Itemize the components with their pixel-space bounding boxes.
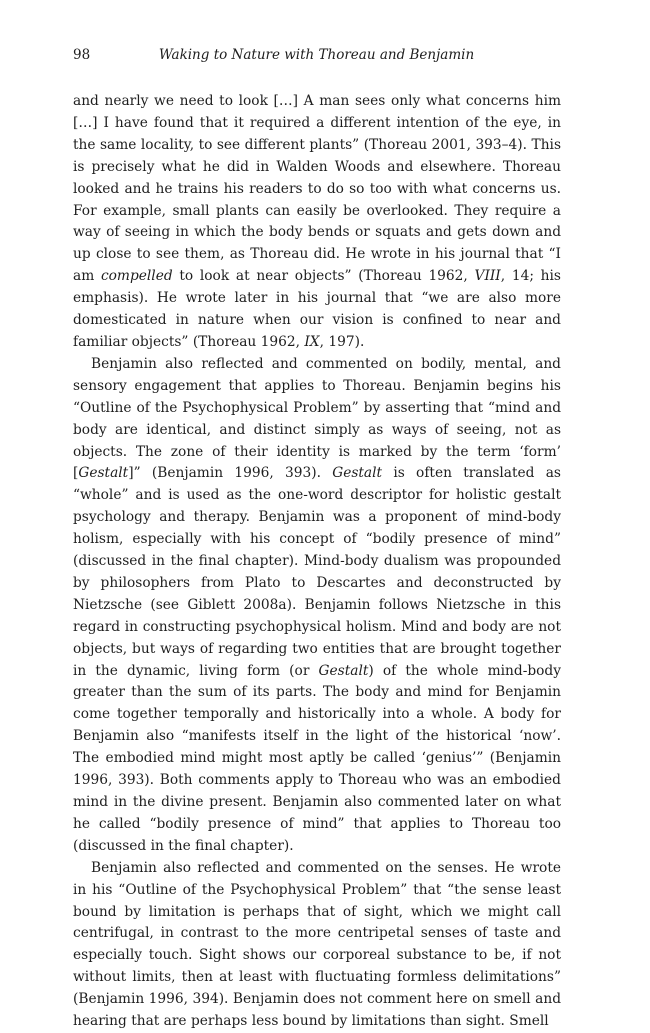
italic-segment: IX [304, 333, 320, 350]
running-title: Waking to Nature with Thoreau and Benjamin [158, 47, 475, 63]
paragraph-2 [73, 354, 561, 858]
italic-segment: compelled [100, 268, 173, 285]
italic-segment: VIII [474, 268, 501, 285]
text-segment: Benjamin also reflected and commented on bodily, mental, and sensory engagement that applies to Thoreau. Benjamin begins his “Outline of the Psychophysical Problem” by asserting that “mind and body are identical, and distinct simply as ways of seeing, not as objects. The zone of their identity is marked by the term ‘form’ [ [73, 355, 561, 482]
italic-segment: Gestalt [318, 662, 369, 679]
paragraph-1 [73, 91, 561, 354]
page-number: 98 [73, 47, 91, 63]
text-segment: is often translated as “whole” and is used as the one-word descriptor for holistic gestalt psychology and therapy. Benjamin was a proponent of mind-body holism, especially with his concept of “bodily presence of mind” (discussed in the final chapter). Mind-body dualism was propounded by philosophers from Plato to Descartes and deconstructed by Nietzsche (see Giblett 2008a). Benjamin follows Nietzsche in this regard in constructing psychophysical holism. Mind and body are not objects, but ways of regarding two entities that are brought together in the dynamic, living form (or [73, 465, 561, 679]
text-segment: ]” (Benjamin 1996, 393). [128, 465, 333, 482]
italic-segment: Gestalt [78, 465, 129, 482]
paragraph-3 [73, 858, 561, 1033]
running-head [73, 47, 560, 67]
italic-segment: Gestalt [332, 465, 383, 482]
text-segment: and nearly we need to look […] A man sees only what concerns him […] I have found that it required a different intention of the eye, in the same locality, to see different plants” (Thoreau 2001, 393–4). This is precisely what he did in Walden Woods and elsewhere. Thoreau looked and he trains his readers to do so too with what concerns us. For example, small plants can easily be overlooked. They require a way of seeing in which the body bends or squats and gets down and up close to see them, as Thoreau did. He wrote in his journal that “I am [73, 93, 561, 285]
text-segment: Benjamin also reflected and commented on the senses. He wrote in his “Outline of the Psychophysical Problem” that “the sense least bound by limitation is perhaps that of sight, which we might call centrifugal, in contrast to the more centripetal senses of taste and especially touch. Sight shows our corporeal substance to be, if not without limits, then at least with fluctuating formless delimitations” (Benjamin 1996, 394). Benjamin does not comment here on smell and hearing that are perhaps less bound by limitations than sight. Smell [73, 859, 561, 1030]
text-segment: to look at near objects” (Thoreau 1962, [172, 268, 475, 285]
body-text [73, 91, 561, 1033]
text-segment: , 14; his emphasis). He wrote later in his journal that “we are also more domesticated in nature when our vision is confined to near and familiar objects” (Thoreau 1962, [73, 268, 561, 350]
text-segment: ) of the whole mind-body greater than the sum of its parts. The body and mind for Benjamin come together temporally and historically into a whole. A body for Benjamin also “manifests itself in the light of the historical ‘now’. The embodied mind might most aptly be called ‘genius’” (Benjamin 1996, 393). Both comments apply to Thoreau who was an embodied mind in the divine present. Benjamin also commented later on what he called “bodily presence of mind” that applies to Thoreau too (discussed in the final chapter). [73, 662, 561, 854]
text-segment: , 197). [319, 333, 365, 350]
